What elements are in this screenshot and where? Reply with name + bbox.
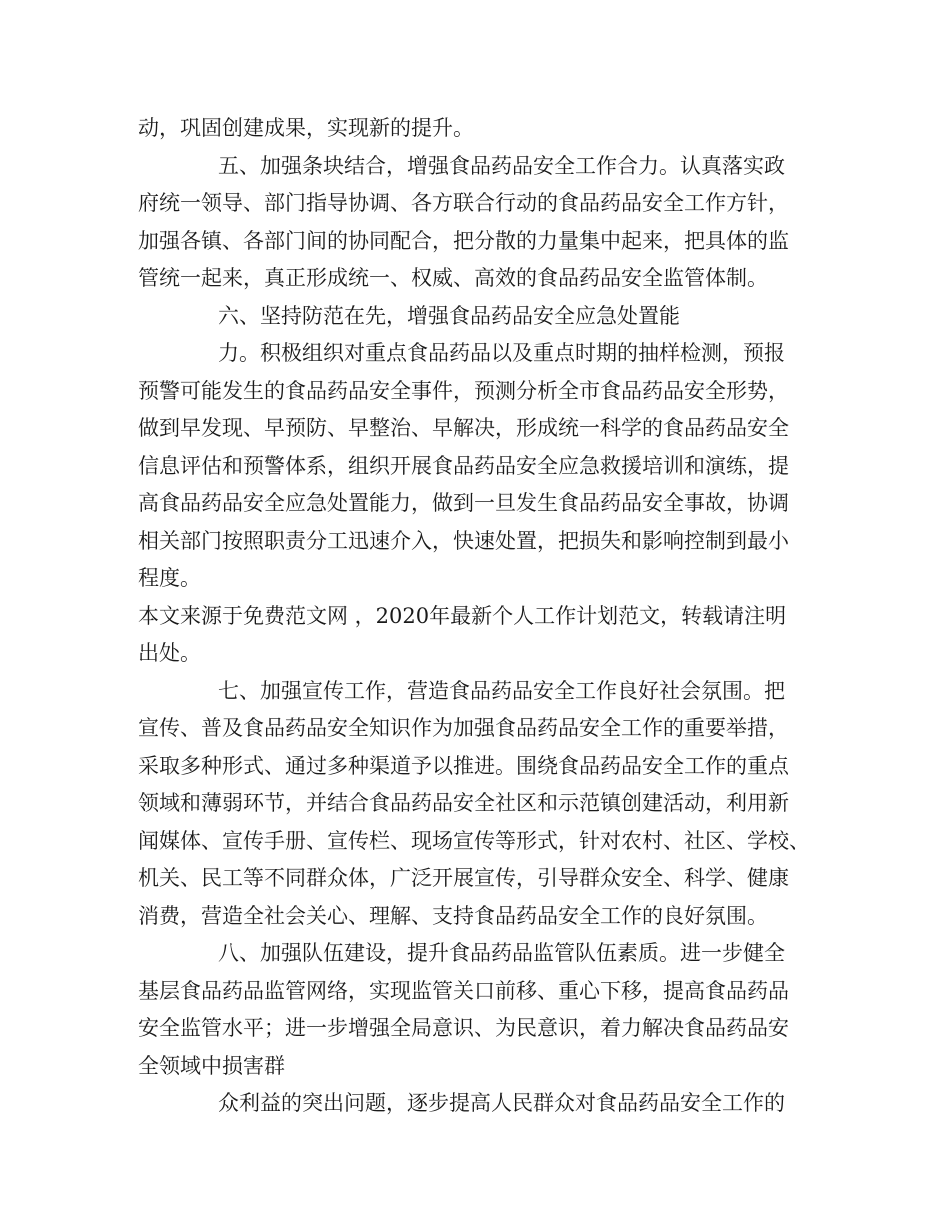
text-line: 安全监管水平；进一步增强全局意识、为民意识，着力解决食品药品安 (138, 1016, 789, 1040)
text-line: 闻媒体、宣传手册、宣传栏、现场宣传等形式，针对农村、社区、学校、 (138, 828, 810, 853)
text-line: 力。积极组织对重点食品药品以及重点时期的抽样检测，预报 (218, 341, 785, 365)
text-line: 府统一领导、部门指导协调、各方联合行动的食品药品安全工作方针， (138, 191, 789, 215)
text-line: 全领域中损害群 (138, 1053, 285, 1078)
text-line: 出处。 (138, 641, 201, 665)
text-line: 做到早发现、早预防、早整治、早解决，形成统一科学的食品药品安全 (138, 416, 789, 440)
text-line: 六、坚持防范在先，增强食品药品安全应急处置能 (218, 303, 680, 328)
text-line: 七、加强宣传工作，营造食品药品安全工作良好社会氛围。把 (218, 678, 785, 703)
text-line: 本文来源于免费范文网 ，2020年最新个人工作计划范文，转载请注明 (138, 603, 787, 628)
text-line: 基层食品药品监管网络，实现监管关口前移、重心下移，提高食品药品 (138, 978, 789, 1003)
text-line: 机关、民工等不同群众体，广泛开展宣传，引导群众安全、科学、健康 (138, 866, 789, 890)
text-line: 消费，营造全社会关心、理解、支持食品药品安全工作的良好氛围。 (138, 903, 768, 928)
text-line: 领域和薄弱环节，并结合食品药品安全社区和示范镇创建活动，利用新 (138, 791, 789, 815)
text-line: 动，巩固创建成果，实现新的提升。 (138, 116, 474, 140)
text-line: 高食品药品安全应急处置能力，做到一旦发生食品药品安全事故，协调 (138, 491, 789, 515)
text-line: 八、加强队伍建设，提升食品药品监管队伍素质。进一步健全 (218, 941, 785, 965)
text-line: 众利益的突出问题，逐步提高人民群众对食品药品安全工作的 (218, 1091, 785, 1115)
text-line: 加强各镇、各部门间的协同配合，把分散的力量集中起来，把具体的监 (138, 228, 789, 253)
text-line: 预警可能发生的食品药品安全事件，预测分析全市食品药品安全形势， (138, 378, 789, 403)
text-line: 相关部门按照职责分工迅速介入，快速处置，把损失和影响控制到最小 (138, 528, 789, 553)
text-line: 五、加强条块结合，增强食品药品安全工作合力。认真落实政 (218, 153, 785, 178)
document-page (138, 110, 828, 1123)
text-line: 程度。 (138, 566, 201, 590)
text-line: 宣传、普及食品药品安全知识作为加强食品药品安全工作的重要举措， (138, 716, 789, 740)
text-line: 信息评估和预警体系，组织开展食品药品安全应急救援培训和演练，提 (138, 453, 789, 478)
text-line: 采取多种形式、通过多种渠道予以推进。围绕食品药品安全工作的重点 (138, 753, 789, 778)
text-line: 管统一起来，真正形成统一、权威、高效的食品药品安全监管体制。 (138, 266, 768, 290)
